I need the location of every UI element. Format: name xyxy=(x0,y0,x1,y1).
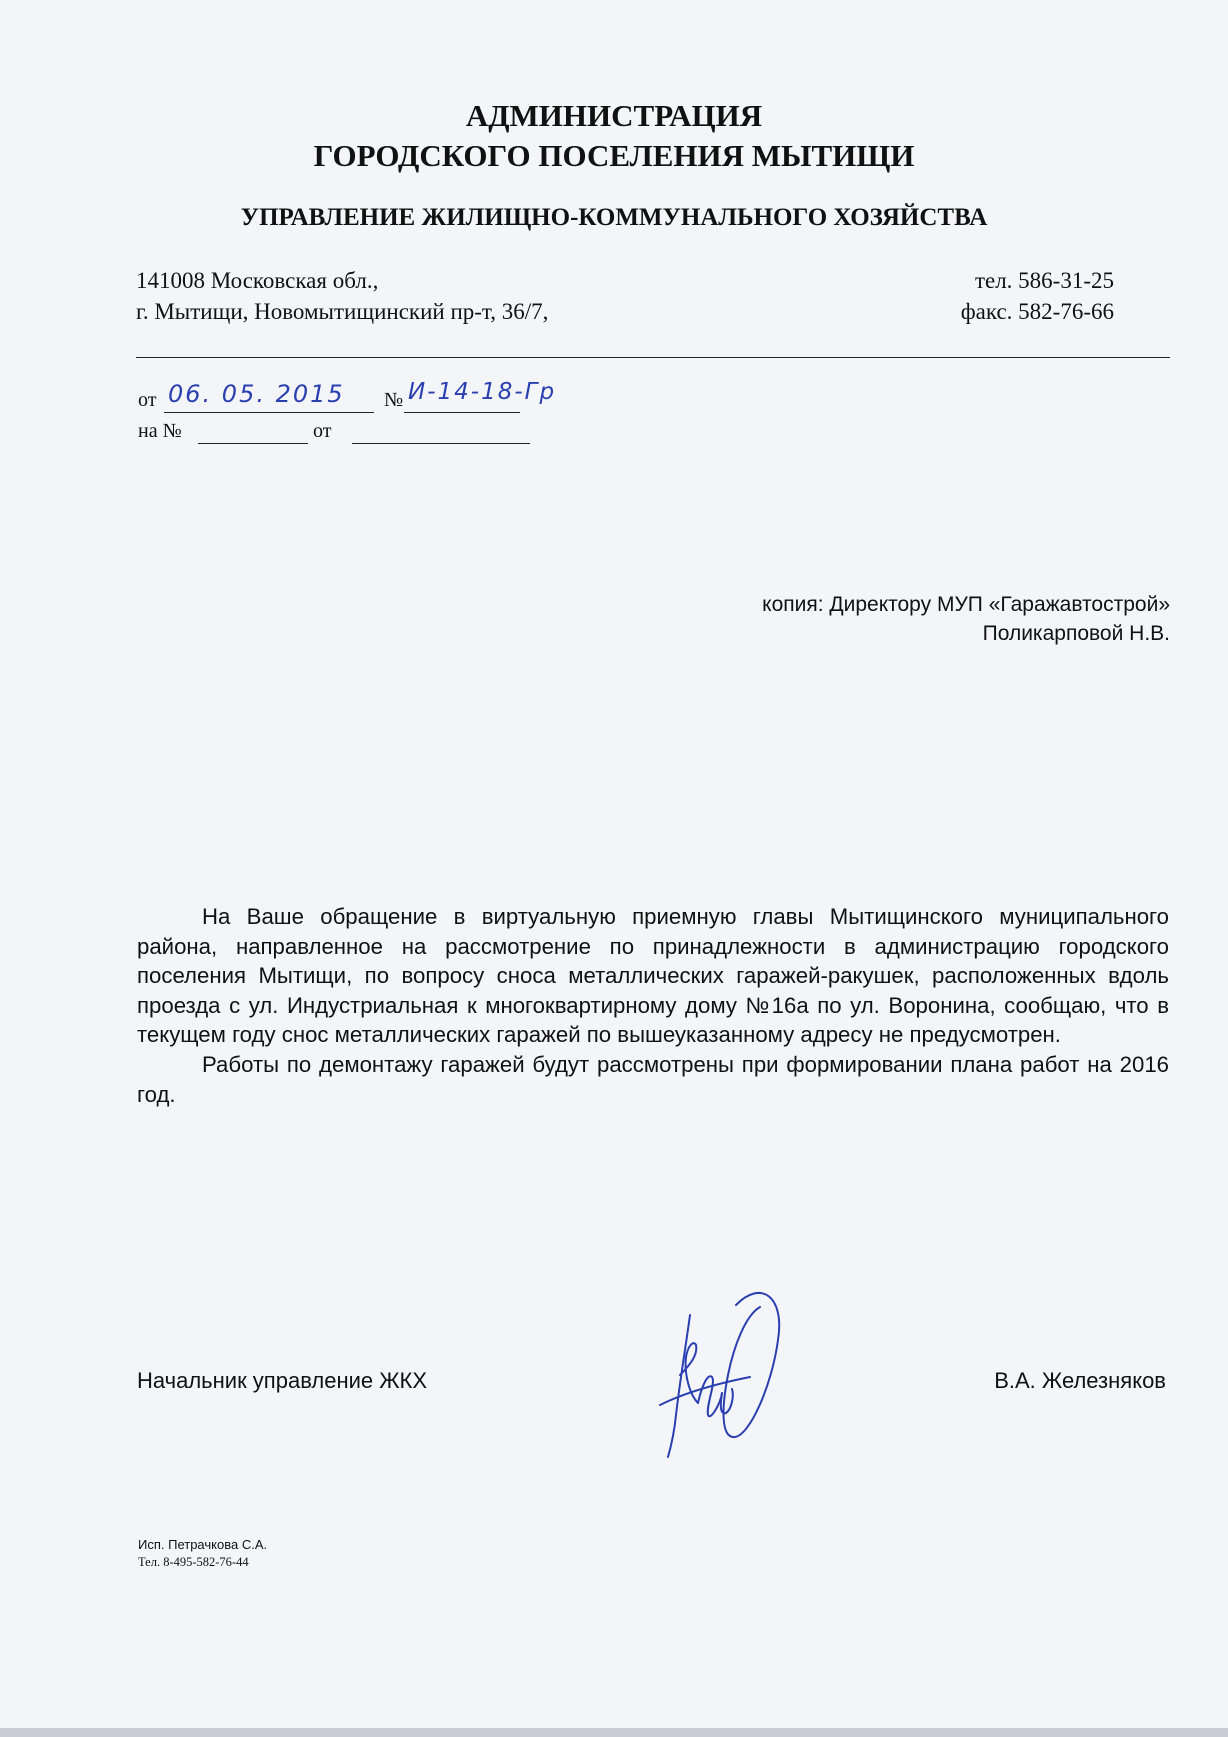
body-paragraph-1: На Ваше обращение в виртуальную приемную главы Мытищинского муниципального района, направленное на рассмотрение по принадлежности в администрацию городского поселения Мытищи, по вопросу сноса металлических гаражей-ракушек, расположенных вдоль проезда с ул. Индустриальная к многоквартирному дому №16а по ул. Воронина, сообщаю, что в текущем году снос металлических гаражей по вышеуказанному адресу не предусмотрен. xyxy=(137,904,1169,1048)
recipient-line-2: Поликарповой Н.В. xyxy=(982,622,1170,645)
header-divider xyxy=(136,357,1170,358)
letter-body xyxy=(137,902,1169,1109)
reg-from-label: от xyxy=(138,389,157,411)
header-administration: АДМИНИСТРАЦИЯ xyxy=(465,98,763,133)
address-line-2: г. Мытищи, Новомытищинский пр-т, 36/7, xyxy=(136,299,549,324)
signer-title: Начальник управление ЖКХ xyxy=(137,1368,428,1393)
address-line-1: 141008 Московская обл., xyxy=(136,268,379,293)
header-department: УПРАВЛЕНИЕ ЖИЛИЩНО-КОММУНАЛЬНОГО ХОЗЯЙСТВА xyxy=(240,204,988,231)
header-settlement: ГОРОДСКОГО ПОСЕЛЕНИЯ МЫТИЩИ xyxy=(313,138,915,173)
reg-date-underline xyxy=(164,412,374,413)
executor-phone: Тел. 8-495-582-76-44 xyxy=(138,1555,249,1569)
address-fax: факс. 582-76-66 xyxy=(960,299,1114,324)
address-phone: тел. 586-31-25 xyxy=(974,268,1114,293)
reg-date-handwritten: 06. 05. 2015 xyxy=(168,380,345,408)
reg-number-label: № xyxy=(384,389,404,411)
handwritten-signature xyxy=(650,1285,790,1465)
signer-name: В.А. Железняков xyxy=(994,1368,1166,1393)
recipient-line-1: копия: Директору МУП «Гаражавтострой» xyxy=(762,593,1170,616)
reg-reply-from-label: от xyxy=(313,420,332,442)
reg-reply-label: на № xyxy=(138,420,182,442)
executor-name: Исп. Петрачкова С.А. xyxy=(138,1537,268,1552)
reg-number-handwritten: И-14-18-Гр xyxy=(408,379,557,405)
body-paragraph-2: Работы по демонтажу гаражей будут рассмотрены при формировании плана работ на 2016 год. xyxy=(137,1051,1169,1107)
reg-reply-date-underline xyxy=(352,443,530,444)
reg-reply-number-underline xyxy=(198,443,308,444)
reg-number-underline xyxy=(404,412,520,413)
scan-bottom-edge xyxy=(0,1728,1228,1737)
